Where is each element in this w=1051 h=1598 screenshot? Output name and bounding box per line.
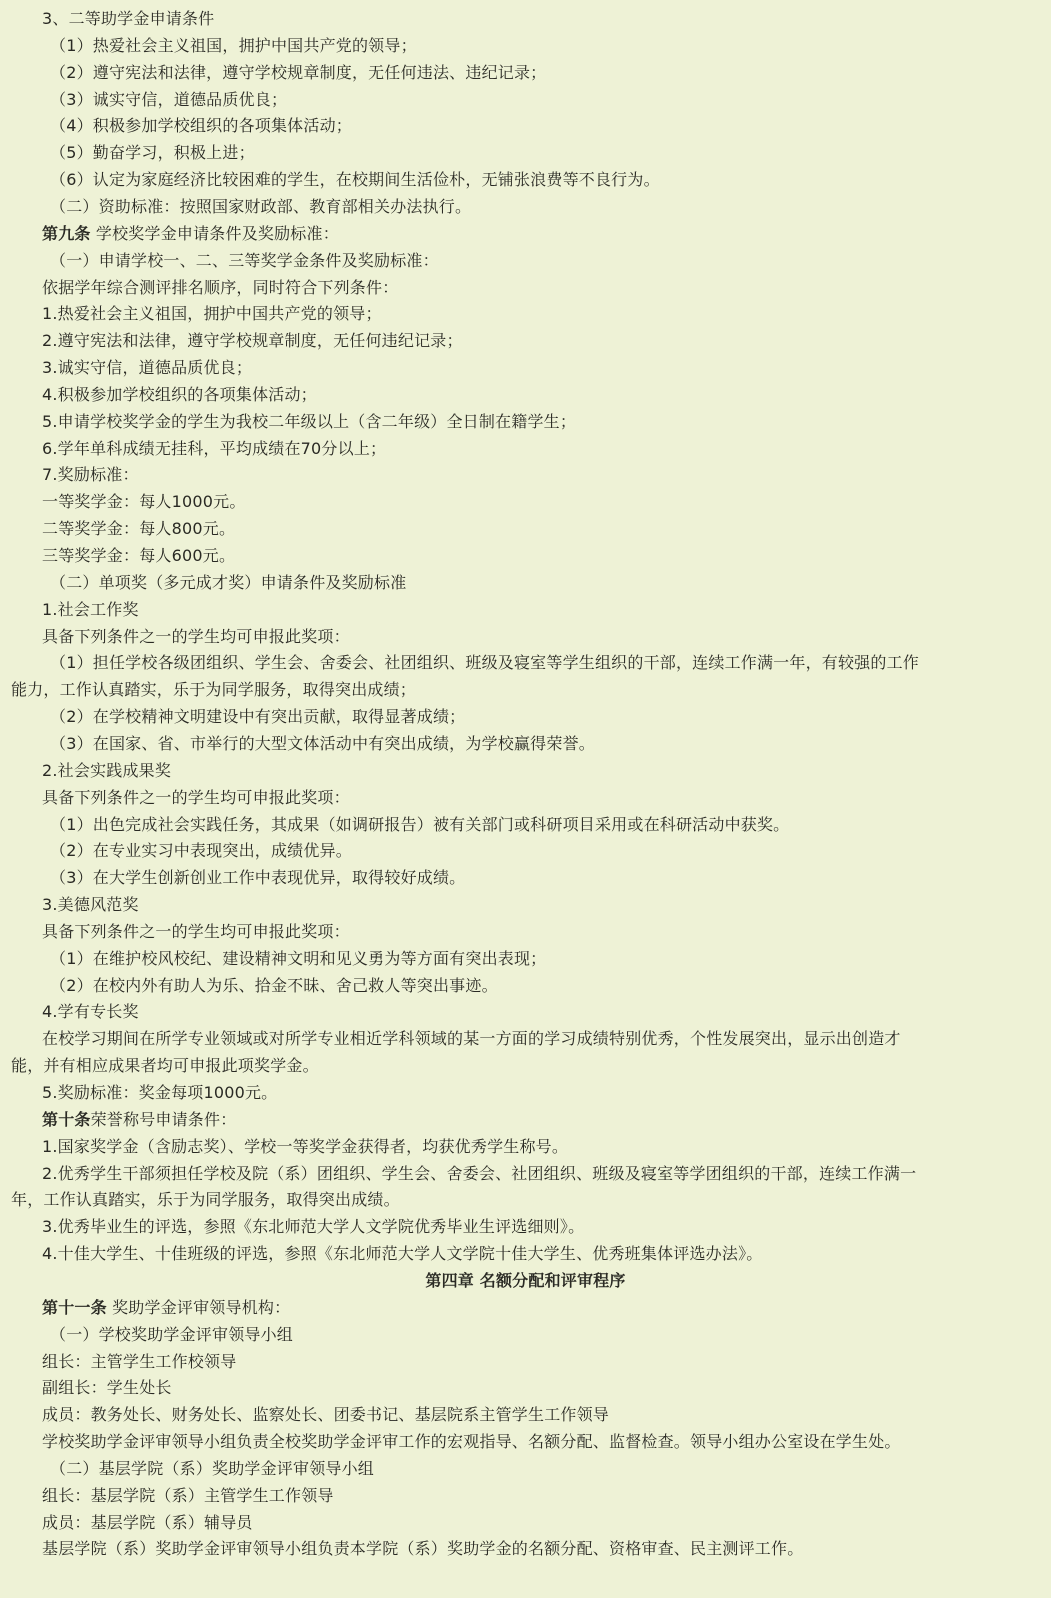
line-text: 1.热爱社会主义祖国，拥护中国共产党的领导； — [42, 304, 382, 324]
text-line — [0, 649, 1051, 676]
line-text: （一）申请学校一、二、三等奖学金条件及奖励标准： — [50, 250, 439, 270]
line-text: 5.奖励标准：奖金每项1000元。 — [42, 1083, 278, 1102]
article-number: 第十条 — [42, 1109, 91, 1129]
text-line — [0, 676, 1051, 703]
text-line — [0, 811, 1051, 838]
text-line — [0, 784, 1051, 811]
line-text: 2.社会实践成果奖 — [42, 760, 172, 780]
line-text: （3）在国家、省、市举行的大型文体活动中有突出成绩，为学校赢得荣誉。 — [50, 733, 595, 753]
text-line — [0, 32, 1051, 59]
text-line — [0, 220, 1051, 247]
text-line — [0, 1160, 1051, 1187]
line-text: （2）在校内外有助人为乐、拾金不昧、舍己救人等突出事迹。 — [50, 975, 498, 995]
line-text: （二）基层学院（系）奖助学金评审领导小组 — [50, 1458, 375, 1478]
text-line — [0, 945, 1051, 972]
text-line — [0, 86, 1051, 113]
text-line — [0, 1482, 1051, 1509]
line-text: 组长：基层学院（系）主管学生工作领导 — [42, 1485, 334, 1505]
text-line — [0, 918, 1051, 945]
chapter-heading — [0, 1267, 1051, 1294]
line-text: （4）积极参加学校组织的各项集体活动； — [50, 116, 352, 136]
line-text: 4.积极参加学校组织的各项集体活动； — [42, 384, 317, 404]
line-text: （二）单项奖（多元成才奖）申请条件及奖励标准 — [50, 572, 407, 592]
line-text: （1）担任学校各级团组织、学生会、舍委会、社团组织、班级及寝室等学生组织的干部，连续工作满一年，有较强的工作 — [50, 653, 919, 673]
text-line — [0, 1079, 1051, 1106]
line-text: 学校奖助学金评审领导小组负责全校奖助学金评审工作的宏观指导、名额分配、监督检查。领导小组办公室设在学生处。 — [42, 1432, 901, 1452]
line-text: （3）诚实守信，道德品质优良； — [50, 89, 288, 109]
text-line — [0, 1401, 1051, 1428]
text-line — [0, 354, 1051, 381]
line-text: 1.社会工作奖 — [42, 599, 139, 619]
text-line — [0, 1348, 1051, 1375]
text-line — [0, 730, 1051, 757]
line-text: 年，工作认真踏实，乐于为同学服务，取得突出成绩。 — [11, 1190, 400, 1210]
text-line — [0, 623, 1051, 650]
text-line — [0, 1052, 1051, 1079]
line-text: 4.学有专长奖 — [42, 1002, 139, 1022]
line-text: 基层学院（系）奖助学金评审领导小组负责本学院（系）奖助学金的名额分配、资格审查、民主测评工作。 — [42, 1539, 804, 1559]
text-line — [0, 327, 1051, 354]
line-text: 4.十佳大学生、十佳班级的评选，参照《东北师范大学人文学院十佳大学生、优秀班集体评选办法》。 — [42, 1244, 763, 1264]
text-line — [0, 381, 1051, 408]
line-text: （1）出色完成社会实践任务，其成果（如调研报告）被有关部门或科研项目采用或在科研活动中获奖。 — [50, 814, 790, 834]
line-text: 能力，工作认真踏实，乐于为同学服务，取得突出成绩； — [11, 680, 417, 700]
line-text: 一等奖学金：每人1000元。 — [42, 492, 246, 512]
line-text: （6）认定为家庭经济比较困难的学生，在校期间生活俭朴，无铺张浪费等不良行为。 — [50, 170, 660, 190]
text-line — [0, 5, 1051, 32]
text-line — [0, 703, 1051, 730]
line-text: 在校学习期间在所学专业领域或对所学专业相近学科领域的某一方面的学习成绩特别优秀，个性发展突出，显示出创造才 — [42, 1029, 901, 1049]
line-text: （3）在大学生创新创业工作中表现优异，取得较好成绩。 — [50, 868, 466, 888]
text-line — [0, 757, 1051, 784]
line-text: （2）在专业实习中表现突出，成绩优异。 — [50, 841, 352, 861]
line-text: 3.美德风范奖 — [42, 895, 139, 915]
text-line — [0, 569, 1051, 596]
text-line — [0, 515, 1051, 542]
line-text: （1）热爱社会主义祖国，拥护中国共产党的领导； — [50, 35, 417, 55]
line-text: 第四章 名额分配和评审程序 — [425, 1270, 626, 1290]
line-text: 2.优秀学生干部须担任学校及院（系）团组织、学生会、舍委会、社团组织、班级及寝室等学团组织的干部，连续工作满一 — [42, 1163, 917, 1183]
text-line — [0, 1186, 1051, 1213]
line-text: （2）在学校精神文明建设中有突出贡献，取得显著成绩； — [50, 707, 466, 727]
line-text: 成员：教务处长、财务处长、监察处长、团委书记、基层院系主管学生工作领导 — [42, 1405, 610, 1425]
text-line — [0, 274, 1051, 301]
line-text: 3、二等助学金申请条件 — [42, 9, 215, 28]
line-text: （2）遵守宪法和法律，遵守学校规章制度，无任何违法、违纪记录； — [50, 62, 547, 82]
line-text: 6.学年单科成绩无挂科，平均成绩在70分以上； — [42, 438, 387, 458]
line-text: 3.诚实守信，道德品质优良； — [42, 358, 253, 378]
text-line — [0, 1133, 1051, 1160]
article-number: 第十一条 — [42, 1297, 107, 1317]
text-line — [0, 59, 1051, 86]
line-text: 5.申请学校奖学金的学生为我校二年级以上（含二年级）全日制在籍学生； — [42, 411, 577, 431]
line-text: 7.奖励标准： — [42, 465, 139, 485]
text-line — [0, 596, 1051, 623]
text-line — [0, 1213, 1051, 1240]
text-line — [0, 1321, 1051, 1348]
text-line — [0, 1535, 1051, 1562]
line-text: 2.遵守宪法和法律，遵守学校规章制度，无任何违纪记录； — [42, 331, 463, 351]
line-text: 奖助学金评审领导机构： — [106, 1297, 291, 1317]
text-line — [0, 461, 1051, 488]
text-line — [0, 1428, 1051, 1455]
line-text: 成员：基层学院（系）辅导员 — [42, 1512, 253, 1532]
line-text: 副组长：学生处长 — [42, 1378, 172, 1398]
text-line — [0, 998, 1051, 1025]
line-text: 三等奖学金：每人600元。 — [42, 546, 236, 565]
line-text: 依据学年综合测评排名顺序，同时符合下列条件： — [42, 277, 399, 297]
line-text: （1）在维护校风校纪、建设精神文明和见义勇为等方面有突出表现； — [50, 948, 547, 968]
line-text: 具备下列条件之一的学生均可申报此奖项： — [42, 787, 350, 807]
text-line — [0, 837, 1051, 864]
line-text: 具备下列条件之一的学生均可申报此奖项： — [42, 921, 350, 941]
text-line — [0, 300, 1051, 327]
text-line — [0, 542, 1051, 569]
line-text: 3.优秀毕业生的评选，参照《东北师范大学人文学院优秀毕业生评选细则》。 — [42, 1217, 585, 1237]
line-text: 1.国家奖学金（含励志奖）、学校一等奖学金获得者，均获优秀学生称号。 — [42, 1136, 569, 1156]
text-line — [0, 1509, 1051, 1536]
line-text: （二）资助标准：按照国家财政部、教育部相关办法执行。 — [50, 196, 472, 216]
text-line — [0, 408, 1051, 435]
line-text: 荣誉称号申请条件： — [90, 1109, 237, 1129]
text-line — [0, 891, 1051, 918]
text-line — [0, 435, 1051, 462]
text-line — [0, 488, 1051, 515]
article-number: 第九条 — [42, 223, 91, 243]
text-line — [0, 1294, 1051, 1321]
line-text: （5）勤奋学习，积极上进； — [50, 143, 255, 163]
text-line — [0, 1374, 1051, 1401]
text-line — [0, 139, 1051, 166]
line-text: 学校奖学金申请条件及奖励标准： — [90, 223, 339, 243]
line-text: 具备下列条件之一的学生均可申报此奖项： — [42, 626, 350, 646]
line-text: 组长：主管学生工作校领导 — [42, 1351, 237, 1371]
text-line — [0, 112, 1051, 139]
text-line — [0, 166, 1051, 193]
text-line — [0, 1025, 1051, 1052]
text-line — [0, 1106, 1051, 1133]
text-line — [0, 1240, 1051, 1267]
text-line — [0, 864, 1051, 891]
text-line — [0, 1455, 1051, 1482]
line-text: 能，并有相应成果者均可申报此项奖学金。 — [11, 1056, 319, 1076]
line-text: （一）学校奖助学金评审领导小组 — [50, 1324, 294, 1344]
text-line — [0, 247, 1051, 274]
text-line — [0, 193, 1051, 220]
line-text: 二等奖学金：每人800元。 — [42, 519, 236, 539]
text-line — [0, 972, 1051, 999]
